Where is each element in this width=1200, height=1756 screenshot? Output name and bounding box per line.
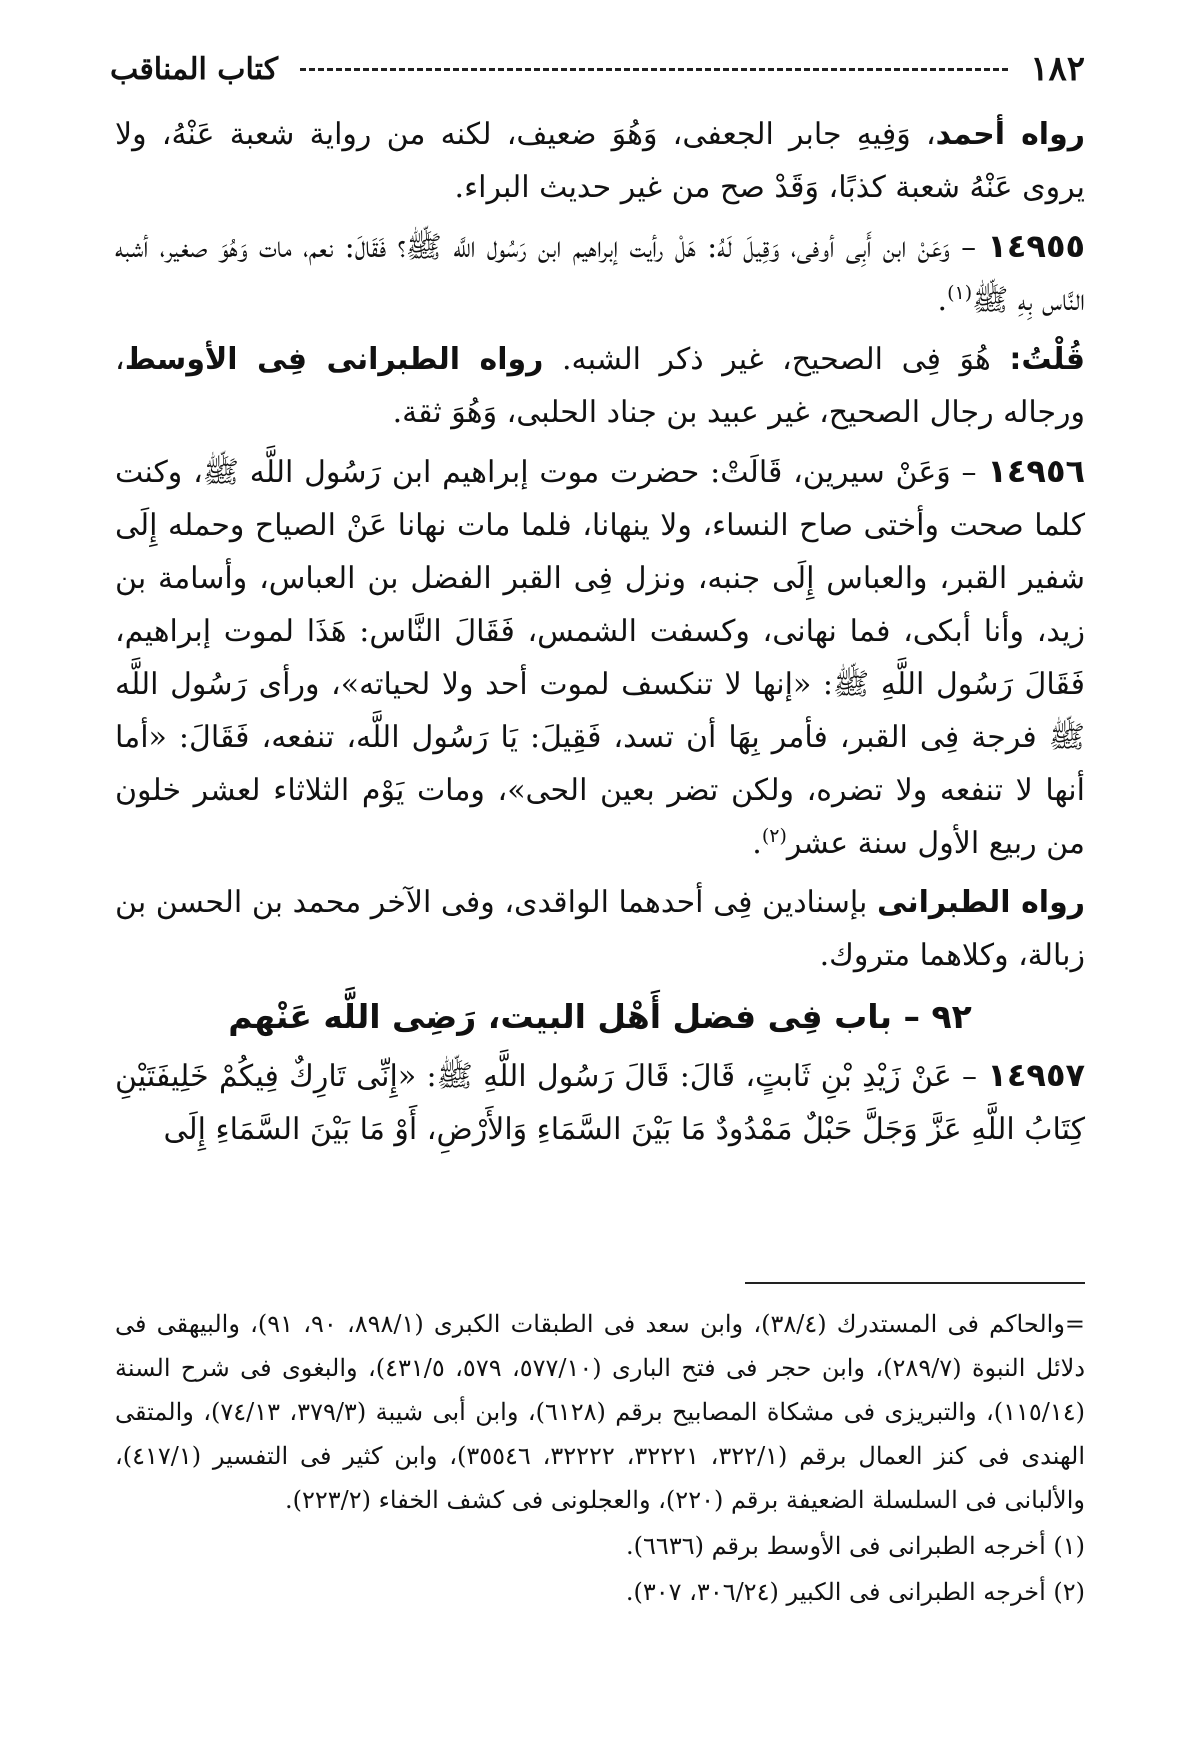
paragraph-narration-ahmad <box>115 108 1085 214</box>
paragraph-narration-tabarani <box>115 876 1085 982</box>
hadith-text: – وَعَنْ ابن أَبِى أوفى، وَقِيلَ لَهُ: هَلْ رأيت إبراهيم ابن رَسُول اللَّه ﷺ؟ فَقَالَ: نعم، مات وَهُوَ صغير، أشبه النَّاس بِهِ ﷺ <box>115 230 1085 318</box>
chapter-heading: ٩٢ – باب فِى فضل أَهْل البيت، رَضِى اللَّه عَنْهم <box>228 997 972 1036</box>
source-label: رواه أحمد <box>935 117 1085 152</box>
footnote-separator <box>745 1282 1085 1284</box>
paragraph-commentary <box>115 333 1085 439</box>
footnote-1: (١) أخرجه الطبرانى فى الأوسط برقم (٦٦٣٦). <box>626 1532 1085 1560</box>
footnote-2: (٢) أخرجه الطبرانى فى الكبير (٣٠٦/٢٤، ٣٠٧). <box>625 1578 1085 1606</box>
running-header <box>110 44 1085 94</box>
paragraph-text: هُوَ فِى الصحيح، غير ذكر الشبه. <box>543 342 1010 377</box>
hadith-number: ١٤٩٥٦ <box>987 452 1085 490</box>
hadith-number: ١٤٩٥٧ <box>987 1056 1085 1094</box>
footnote-marker: (٢) <box>761 825 787 847</box>
main-text <box>115 108 1085 1162</box>
hadith-text-end: . <box>752 826 762 861</box>
page-number: ١٨٢ <box>1030 49 1085 89</box>
paragraph-text: ، وَفِيهِ جابر الجعفى، وَهُوَ ضعيف، لكنه من رواية شعبة عَنْهُ، ولا يروى عَنْهُ شعبة كذبًا، وَقَدْ صح من غير حديث البراء. <box>115 117 1085 205</box>
footnote-marker: (١) <box>947 282 973 304</box>
hadith-text: – عَنْ زَيْدِ بْنِ ثَابتٍ، قَالَ: قَالَ رَسُول اللَّهِ ﷺ: «إِنِّى تَارِكٌ فِيكُمْ خَلِيفَتَيْنِ كِتَابُ اللَّهِ عَزَّ وَجَلَّ حَبْلٌ مَمْدُودٌ مَا بَيْنَ السَّمَاءِ وَالأَرْضِ، أَوْ مَا بَيْنَ السَّمَاءِ إِلَى <box>115 1059 1085 1147</box>
header-dashed-rule <box>300 68 1008 71</box>
footnotes <box>115 1302 1085 1616</box>
hadith-text-end: . <box>937 283 948 318</box>
book-title: كتاب المناقب <box>110 51 278 87</box>
hadith-14956 <box>115 445 1085 870</box>
footnote-continued: =والحاكم فى المستدرك (٣٨/٤)، وابن سعد فى الطبقات الكبرى (٨٩٨/١، ٩٠، ٩١)، والبيهقى فى دلائل النبوة (٢٨٩/٧)، وابن حجر فى فتح البارى (٥٧٧/١٠، ٥٧٩، ٤٣١/٥)، والبغوى فى شرح السنة (١١٥/١٤)، والتبريزى فى مشكاة المصابيح برقم (٦١٢٨)، وابن أبى شيبة (٣٧٩/٣، ٧٤/١٣)، والمتقى الهندى فى كنز العمال برقم (٣٢٢/١، ٣٢٢٢١، ٣٢٢٢٢، ٣٥٥٤٦)، وابن كثير فى التفسير (٤١٧/١)، والألبانى فى السلسلة الضعيفة برقم (٢٢٠)، والعجلونى فى كشف الخفاء (٢٢٣/٢). <box>115 1310 1086 1514</box>
hadith-number: ١٤٩٥٥ <box>987 227 1085 265</box>
source-label: رواه الطبرانى <box>877 885 1086 920</box>
paragraph-text: بإسنادين فِى أحدهما الواقدى، وفى الآخر محمد بن الحسن بن زبالة، وكلاهما متروك. <box>115 885 1085 973</box>
hadith-text: – وَعَنْ سيرين، قَالَتْ: حضرت موت إبراهيم ابن رَسُول اللَّه ﷺ، وكنت كلما صحت وأختى صاح النساء، ولا ينهانا، فلما مات نهانا عَنْ الصياح وحمله إِلَى شفير القبر، والعباس إِلَى جنبه، ونزل فِى القبر الفضل بن العباس، وأسامة بن زيد، وأنا أبكى، فما نهانى، وكسفت الشمس، فَقَالَ النَّاس: هَذَا لموت إبراهيم، فَقَالَ رَسُول اللَّهِ ﷺ: «إنها لا تنكسف لموت أحد ولا لحياته»، ورأى رَسُول اللَّه ﷺ فرجة فِى القبر، فأمر بِهَا أن تسد، فَقِيلَ: يَا رَسُول اللَّه، تنفعه، فَقَالَ: «أما أنها لا تنفعه ولا تضره، ولكن تضر بعين الحى»، ومات يَوْم الثلاثاء لعشر خلون من ربيع الأول سنة عشر <box>115 455 1085 861</box>
hadith-14955 <box>115 220 1085 327</box>
source-label: رواه الطبرانى فِى الأوسط <box>124 342 544 377</box>
paragraph-text: ، ورجاله رجال الصحيح، غير عبيد بن جناد الحلبى، وَهُوَ ثقة. <box>115 342 1085 430</box>
commentary-label: قُلْتُ: <box>1009 342 1085 377</box>
hadith-14957 <box>115 1049 1085 1156</box>
